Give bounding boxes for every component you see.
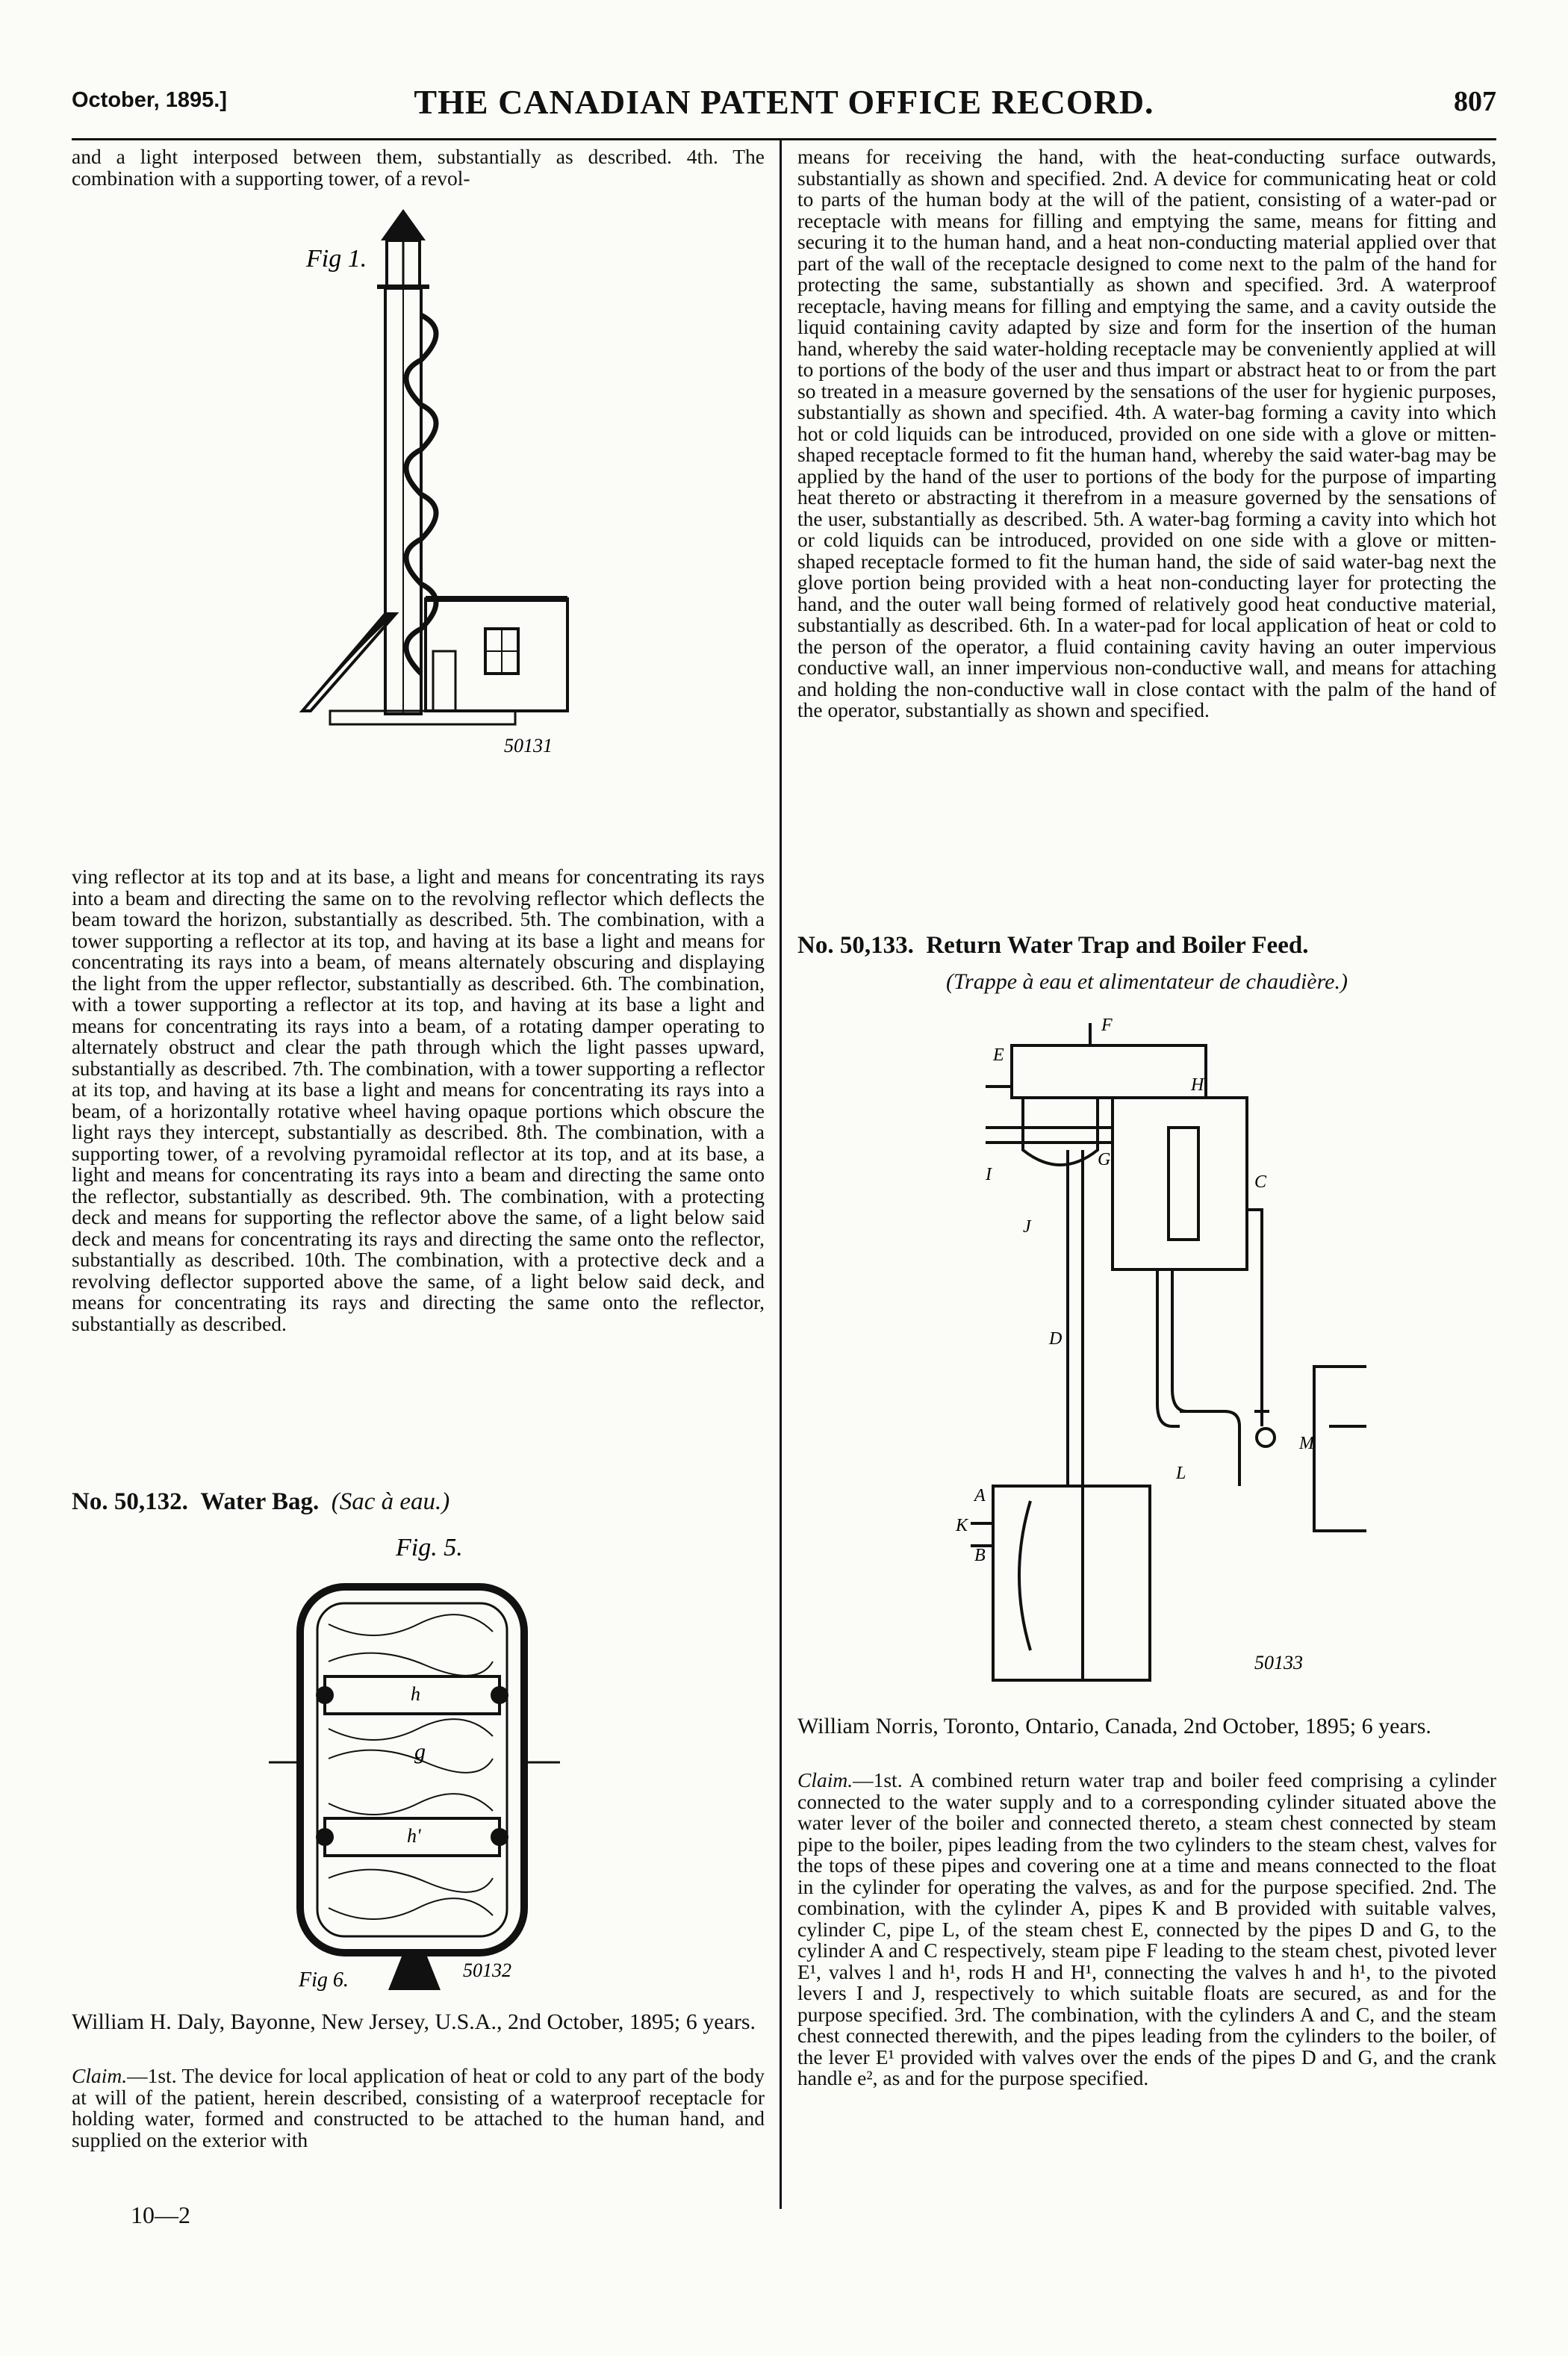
fig2-letter-g: g xyxy=(414,1739,426,1764)
fig5-label: Fig. 5. xyxy=(396,1535,463,1561)
fig3-letter-j: J xyxy=(1023,1217,1031,1237)
fig3-letter-f: F xyxy=(1101,1016,1113,1035)
fig2-letter-h: h xyxy=(411,1683,420,1705)
fig3-letter-b: B xyxy=(974,1546,986,1565)
page-number: 807 xyxy=(1454,86,1496,117)
fig3-letter-e: E xyxy=(993,1045,1004,1065)
signature-mark: 10—2 xyxy=(131,2201,190,2228)
right-top-text: means for receiving the hand, with the heat-conducting surface outwards, substantially as shown and specified. 2nd. A device for communicating heat or cold to parts of the human body at the will of the patient, consisting of a water-pad or receptacle with means for filling and emptying the same, means for fitting and securing it to the human hand, and a heat non-conducting material applied over that part of the wall of the receptacle designed to come next to the palm of the hand for protecting the same, substantially as shown and specified. 3rd. A waterproof receptacle, having means for filling and emptying the same, and a cavity outside the liquid containing cavity adapted by size and form for the insertion of the human hand, whereby the said water-holding receptacle may be conveniently applied at will to portions of the body of the user and thus impart or abstract heat to or from the part so treated in a measure governed by the sensations of the user for hygienic purposes, substantially as shown and specified. 4th. A water-bag forming a cavity into which hot or cold liquids can be introduced, provided on one side with a glove or mitten-shaped receptacle formed to fit the human hand, whereby the said water-bag may be applied by the hand of the user to portions of the body for the purpose of imparting heat thereto or abstracting it therefrom in a measure governed by the sensations of the user, substantially as described. 5th. A water-bag forming a cavity into which hot or cold liquids can be introduced, provided on one side with a glove or mitten-shaped receptacle formed to fit the human hand, the side of said water-bag next the glove portion being provided with a heat non-conducting layer for protecting the hand, and the outer wall being formed of relatively good heat conductive material, substantially as described. 6th. In a water-pad for local application of heat or cold to the person of the operator, a fluid containing cavity having an outer impervious conductive wall, an inner impervious non-conductive wall, and means for attaching and holding the non-conductive wall in close contact with the palm of the hand of the operator, substantially as shown and specified. xyxy=(797,145,1496,721)
fig1-patent-no: 50131 xyxy=(504,735,553,756)
fig3-patent-no: 50133 xyxy=(1254,1652,1303,1673)
header-date: October, 1895.] xyxy=(72,88,227,112)
entry-50132-heading: No. 50,132. Water Bag. (Sac à eau.) xyxy=(72,1488,450,1515)
inventor-norris: William Norris, Toronto, Ontario, Canada, 2nd October, 1895; 6 years. xyxy=(797,1714,1431,1738)
figure-water-trap xyxy=(911,1008,1404,1695)
fig3-letter-i: I xyxy=(986,1165,992,1184)
figure-lighthouse xyxy=(246,196,590,845)
fig3-letter-g: G xyxy=(1098,1150,1111,1169)
left-top-text: and a light interposed between them, substantially as described. 4th. The combination with a supporting tower, of a revol- xyxy=(72,145,765,190)
fig1-label: Fig 1. xyxy=(306,245,367,273)
fig3-letter-m: M xyxy=(1299,1434,1314,1453)
claim-50133: Claim.—1st. A combined return water trap and boiler feed comprising a cylinder connected to the water supply and to a corresponding cylinder situated above the water lever of the boiler and connected thereto, a steam chest connected by steam pipe to the boiler, pipes leading from the two cylinders to the steam chest, valves for the tops of these pipes and covering one at a time and means connected to the float in the cylinder for operating the valves, as and for the purpose specified. 2nd. The combination, with the cylinder A, pipes K and B provided with suitable valves, cylinder C, pipe L, of the steam chest E, connected by the pipes D and G, to the cylinder A and C respectively, steam pipe F leading to the steam chest, pivoted lever E¹, valves l and h¹, rods H and H¹, connecting the valves h and h¹, to the pivoted levers I and J, respectively to which suitable floats are secured, as and for the purpose specified. 3rd. The combination, with the cylinders A and C, and the steam chest connected therewith, and the pipes leading from the cylinders to the boiler, of the lever E¹ provided with valves over the ends of the pipes D and G, and the crank handle e², as and for the purpose specified. xyxy=(797,1768,1496,2089)
header-rule xyxy=(72,138,1496,140)
fig3-letter-h: H xyxy=(1191,1075,1204,1095)
fig3-letter-a: A xyxy=(974,1486,986,1505)
fig3-letter-l: L xyxy=(1176,1464,1186,1483)
page-header xyxy=(72,82,1496,127)
figure-water-bag xyxy=(254,1535,627,1998)
entry-50133-heading: No. 50,133. Return Water Trap and Boiler Feed. xyxy=(797,932,1309,959)
fig3-letter-d: D xyxy=(1049,1329,1063,1349)
left-continued-text: ving reflector at its top and at its base, a light and means for concentrating its rays into a beam and directing the same on to the revolving reflector which deflects the beam toward the horizon, substantially as described. 5th. The combination, with a tower supporting a reflector at its top, and having at its base a light and means for concentrating its rays into a beam, of means alternately obscuring and displaying the light from the upper reflector, substantially as described. 6th. The combination, with a tower supporting a reflector at its top, and having at its base a light and means for concentrating its rays into a beam, of a rotating damper operating to alternately obstruct and clear the path through which the light passes upward, substantially as described. 7th. The combination, with a tower supporting a reflector at its top, and having at its base a light and means for concentrating its rays into a beam, of a horizontally rotative wheel having opaque portions which obscure the light rays they intercept, substantially as described. 8th. The combination, with a supporting tower, of a revolving pyramoidal reflector at its top, and at its base, a light and means for concentrating its rays into a beam and directing the same onto the reflector, substantially as described. 9th. The combination, with a protecting deck and means for supporting the reflector above the same, of a light below said deck and means for concentrating its rays and directing the same onto the reflector, substantially as described. 10th. The combination, with a protective deck and a revolving deflector supported above the same, of a light below said deck, and means for concentrating its rays and directing the same onto the reflector, substantially as described. xyxy=(72,865,765,1335)
inventor-daly: William H. Daly, Bayonne, New Jersey, U.S.A., 2nd October, 1895; 6 years. xyxy=(72,2010,756,2034)
fig2-letter-h-prime: h' xyxy=(407,1825,421,1847)
fig6-label: Fig 6. xyxy=(299,1968,349,1992)
header-title: THE CANADIAN PATENT OFFICE RECORD. xyxy=(414,83,1154,121)
column-divider xyxy=(780,140,782,2209)
fig3-letter-c: C xyxy=(1254,1172,1267,1192)
claim-50132: Claim.—1st. The device for local application of heat or cold to any part of the body at will of the patient, herein described, consisting of a waterproof receptacle for holding water, formed and constructed to be attached to the human hand, and supplied on the exterior with xyxy=(72,2064,765,2151)
entry-50133-french: (Trappe à eau et alimentateur de chaudière.) xyxy=(946,969,1348,994)
fig3-letter-k: K xyxy=(956,1516,968,1535)
fig2-patent-no: 50132 xyxy=(463,1959,511,1981)
